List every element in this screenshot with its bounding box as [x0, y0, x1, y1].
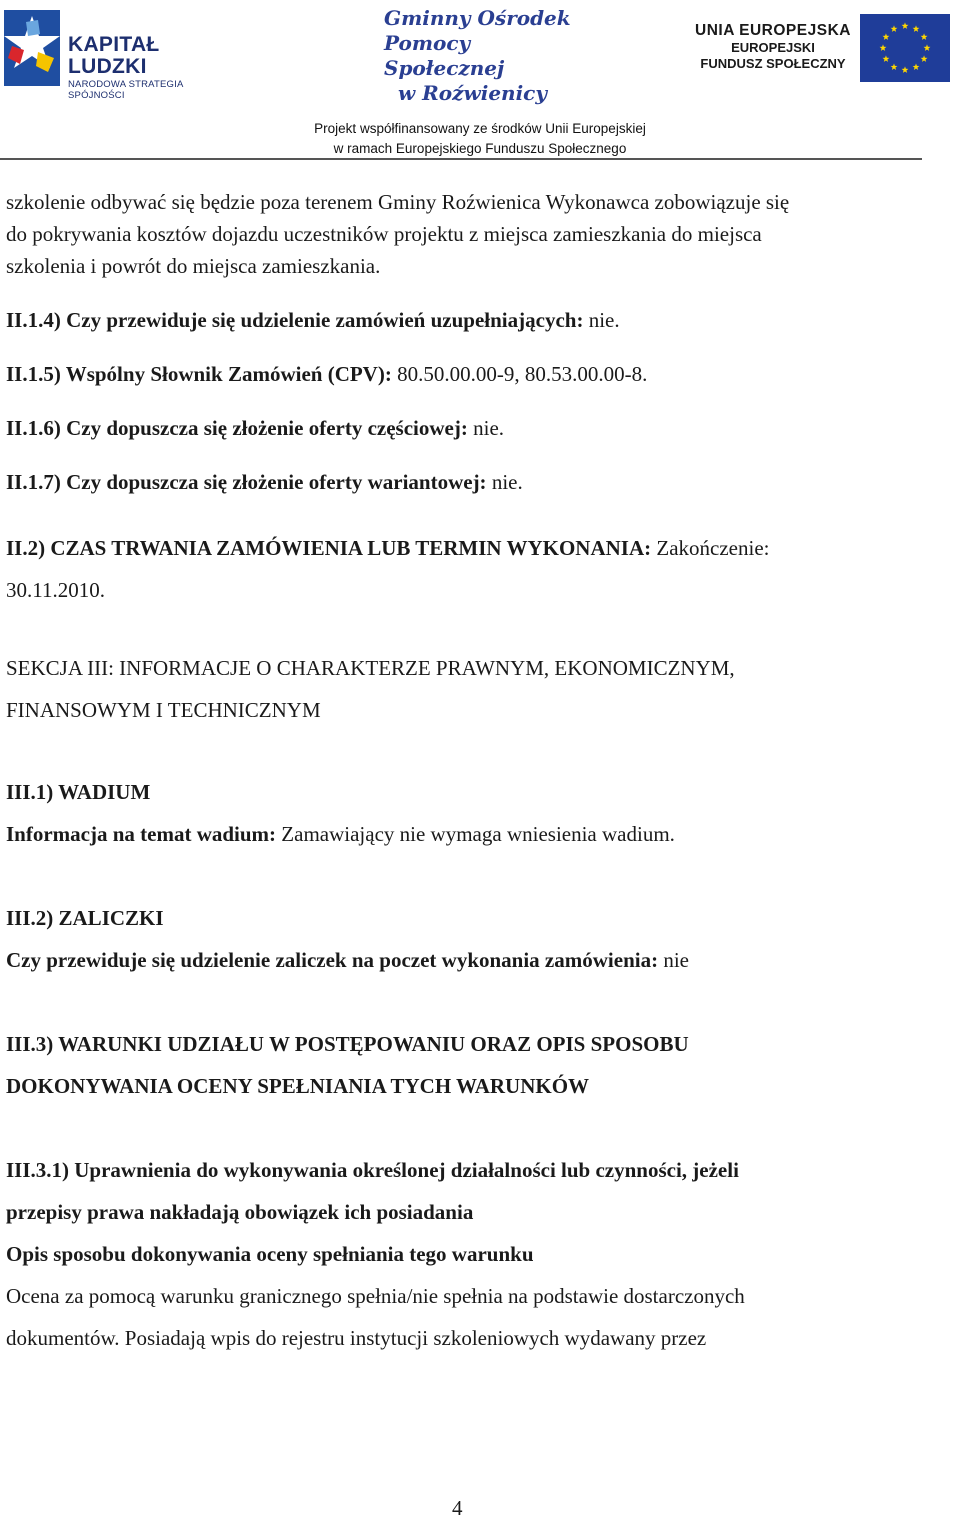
- project-note-line-1: Projekt współfinansowany ze środków Unii Europejskiej: [314, 121, 646, 136]
- section-III-3-1-line: III.3.1) Uprawnienia do wykonywania określonej działalności lub czynności, jeżeli: [6, 1158, 739, 1182]
- section-label: Informacja na temat wadium:: [6, 822, 277, 846]
- kapital-ludzki-text: [68, 34, 242, 101]
- section-II-1-5: [6, 358, 926, 390]
- paragraph-line: szkolenia i powrót do miejsca zamieszkania.: [6, 254, 381, 278]
- section-value: nie.: [486, 470, 523, 494]
- project-funding-note: [200, 119, 760, 159]
- section-III-1-title: III.1) WADIUM: [6, 780, 151, 804]
- kapital-ludzki-star-icon: [2, 8, 62, 88]
- section-III-heading-line: FINANSOWYM I TECHNICZNYM: [6, 698, 321, 722]
- section-value: nie.: [467, 416, 505, 440]
- kapital-ludzki-subtitle: NARODOWA STRATEGIA SPÓJNOŚCI: [68, 79, 183, 101]
- gops-line-2: Pomocy Społecznej: [384, 31, 505, 80]
- section-III-heading-line: SEKCJA III: INFORMACJE O CHARAKTERZE PRAWNYM, EKONOMICZNYM,: [6, 656, 735, 680]
- section-III-3-1-line: przepisy prawa nakładają obowiązek ich posiadania: [6, 1200, 474, 1224]
- eu-efs-logo: [688, 0, 960, 100]
- section-III-2-title: III.2) ZALICZKI: [6, 906, 164, 930]
- section-III-2-info: [6, 944, 926, 976]
- gops-line-1: Gminny Ośrodek: [384, 6, 571, 30]
- section-value: nie: [658, 948, 689, 972]
- section-value: 80.50.00.00-9, 80.53.00.00-8.: [391, 362, 648, 386]
- eu-line-3: FUNDUSZ SPOŁECZNY: [700, 56, 846, 71]
- section-II-2-date: 30.11.2010.: [6, 578, 105, 602]
- section-label: II.1.5) Wspólny Słownik Zamówień (CPV):: [6, 362, 392, 386]
- eu-text: [688, 22, 858, 72]
- section-II-2: [6, 532, 926, 564]
- section-III-3-title-line: III.3) WARUNKI UDZIAŁU W POSTĘPOWANIU ORAZ OPIS SPOSOBU: [6, 1032, 689, 1056]
- section-II-1-6: [6, 412, 926, 444]
- gops-logo-text: [384, 6, 584, 106]
- eu-line-1: UNIA EUROPEJSKA: [695, 22, 851, 39]
- ocena-line: Ocena za pomocą warunku granicznego spełnia/nie spełnia na podstawie dostarczonych: [6, 1284, 745, 1308]
- section-II-1-7: [6, 466, 926, 498]
- section-II-1-4: [6, 304, 926, 336]
- section-label: II.1.7) Czy dopuszcza się złożenie oferty wariantowej:: [6, 470, 487, 494]
- paragraph-line: do pokrywania kosztów dojazdu uczestników projektu z miejsca zamieszkania do miejsca: [6, 222, 762, 246]
- section-value: nie.: [583, 308, 620, 332]
- page-number: 4: [452, 1496, 463, 1520]
- section-label: Czy przewiduje się udzielenie zaliczek na poczet wykonania zamówienia:: [6, 948, 659, 972]
- section-label: II.1.4) Czy przewiduje się udzielenie zamówień uzupełniających:: [6, 308, 584, 332]
- document-body: [6, 186, 926, 1354]
- eu-line-2: EUROPEJSKI: [731, 40, 815, 55]
- opis-sposobu-label: Opis sposobu dokonywania oceny spełniania tego warunku: [6, 1242, 534, 1266]
- section-label: II.1.6) Czy dopuszcza się złożenie oferty częściowej:: [6, 416, 468, 440]
- section-value: Zakończenie:: [651, 536, 770, 560]
- paragraph-line: szkolenie odbywać się będzie poza terenem Gminy Roźwienica Wykonawca zobowiązuje się: [6, 190, 790, 214]
- project-note-line-2: w ramach Europejskiego Funduszu Społecznego: [333, 141, 627, 156]
- kapital-ludzki-title: KAPITAŁ LUDZKI: [68, 33, 160, 78]
- page-header: [0, 0, 960, 160]
- header-divider: [0, 158, 922, 160]
- kapital-ludzki-logo: [2, 8, 242, 101]
- eu-flag-icon: [860, 14, 950, 82]
- gops-line-3: w Roźwienicy: [398, 81, 547, 105]
- section-III-1-info: [6, 818, 926, 850]
- section-label: II.2) CZAS TRWANIA ZAMÓWIENIA LUB TERMIN WYKONANIA:: [6, 536, 652, 560]
- ocena-line: dokumentów. Posiadają wpis do rejestru instytucji szkoleniowych wydawany przez: [6, 1326, 707, 1350]
- section-III-3-title-line: DOKONYWANIA OCENY SPEŁNIANIA TYCH WARUNKÓW: [6, 1074, 590, 1098]
- section-value: Zamawiający nie wymaga wniesienia wadium.: [276, 822, 675, 846]
